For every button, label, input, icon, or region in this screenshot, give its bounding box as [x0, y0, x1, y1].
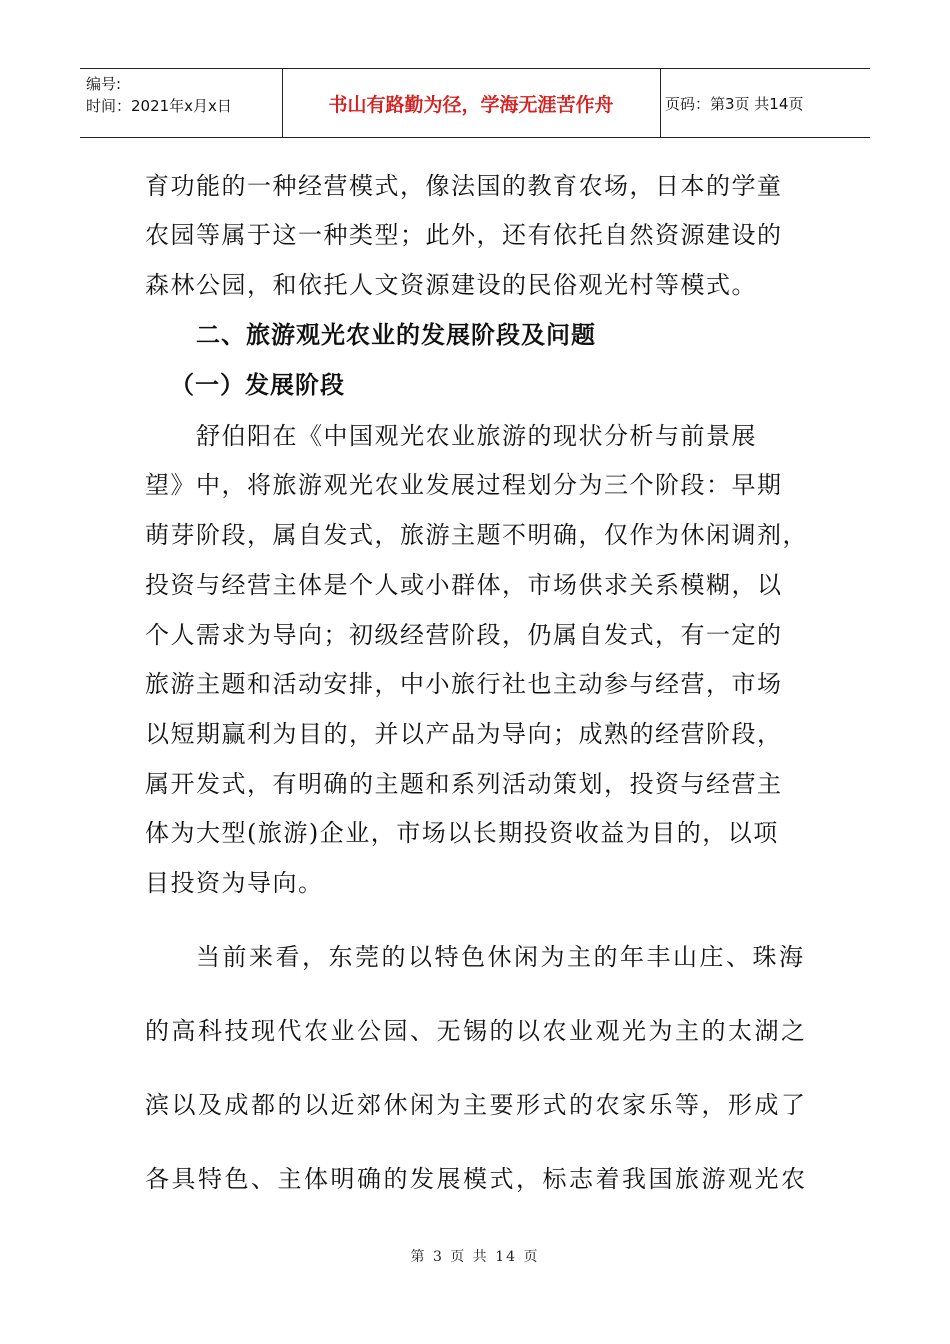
- subsection-heading: （一）发展阶段: [170, 371, 345, 399]
- body-line: 体为大型(旅游)企业，市场以长期投资收益为目的，以项: [145, 819, 779, 847]
- section-heading: 二、旅游观光农业的发展阶段及问题: [196, 321, 596, 349]
- body-line: 育功能的一种经营模式，像法国的教育农场，日本的学童: [145, 172, 783, 200]
- body-line: 旅游主题和活动安排，中小旅行社也主动参与经营，市场: [145, 670, 783, 698]
- header-page-info: 页码：第3页 共14页: [665, 94, 804, 113]
- body-line: 目投资为导向。: [145, 869, 324, 897]
- body-line: 萌芽阶段，属自发式，旅游主题不明确，仅作为休闲调剂，: [145, 521, 808, 549]
- body-line: 滨以及成都的以近郊休闲为主要形式的农家乐等，形成了: [145, 1091, 808, 1119]
- header-divider-2: [660, 69, 661, 137]
- page-footer: 第 3 页 共 14 页: [410, 1249, 540, 1265]
- body-line: 当前来看，东莞的以特色休闲为主的年丰山庄、珠海: [196, 943, 806, 971]
- body-line: 个人需求为导向；初级经营阶段，仍属自发式，有一定的: [145, 621, 783, 649]
- body-line: 舒伯阳在《中国观光农业旅游的现状分析与前景展: [196, 422, 757, 450]
- header-meta: [86, 73, 232, 117]
- header-motto: 书山有路勤为径，学海无涯苦作舟: [328, 93, 614, 116]
- number-label: 编号:: [86, 75, 122, 93]
- body-line: 属开发式，有明确的主题和系列活动策划，投资与经营主: [145, 770, 783, 798]
- body-line: 各具特色、主体明确的发展模式，标志着我国旅游观光农: [145, 1165, 808, 1193]
- body-line: 以短期赢利为目的，并以产品为导向；成熟的经营阶段，: [145, 720, 783, 748]
- body-line: 投资与经营主体是个人或小群体，市场供求关系模糊，以: [145, 571, 783, 599]
- header-table: [80, 68, 870, 138]
- body-line: 望》中，将旅游观光农业发展过程划分为三个阶段：早期: [145, 471, 783, 499]
- time-label: 时间：2021年x月x日: [86, 97, 232, 115]
- body-line: 森林公园，和依托人文资源建设的民俗观光村等模式。: [145, 271, 757, 299]
- body-line: 的高科技现代农业公园、无锡的以农业观光为主的太湖之: [145, 1017, 808, 1045]
- body-line: 农园等属于这一种类型；此外，还有依托自然资源建设的: [145, 221, 783, 249]
